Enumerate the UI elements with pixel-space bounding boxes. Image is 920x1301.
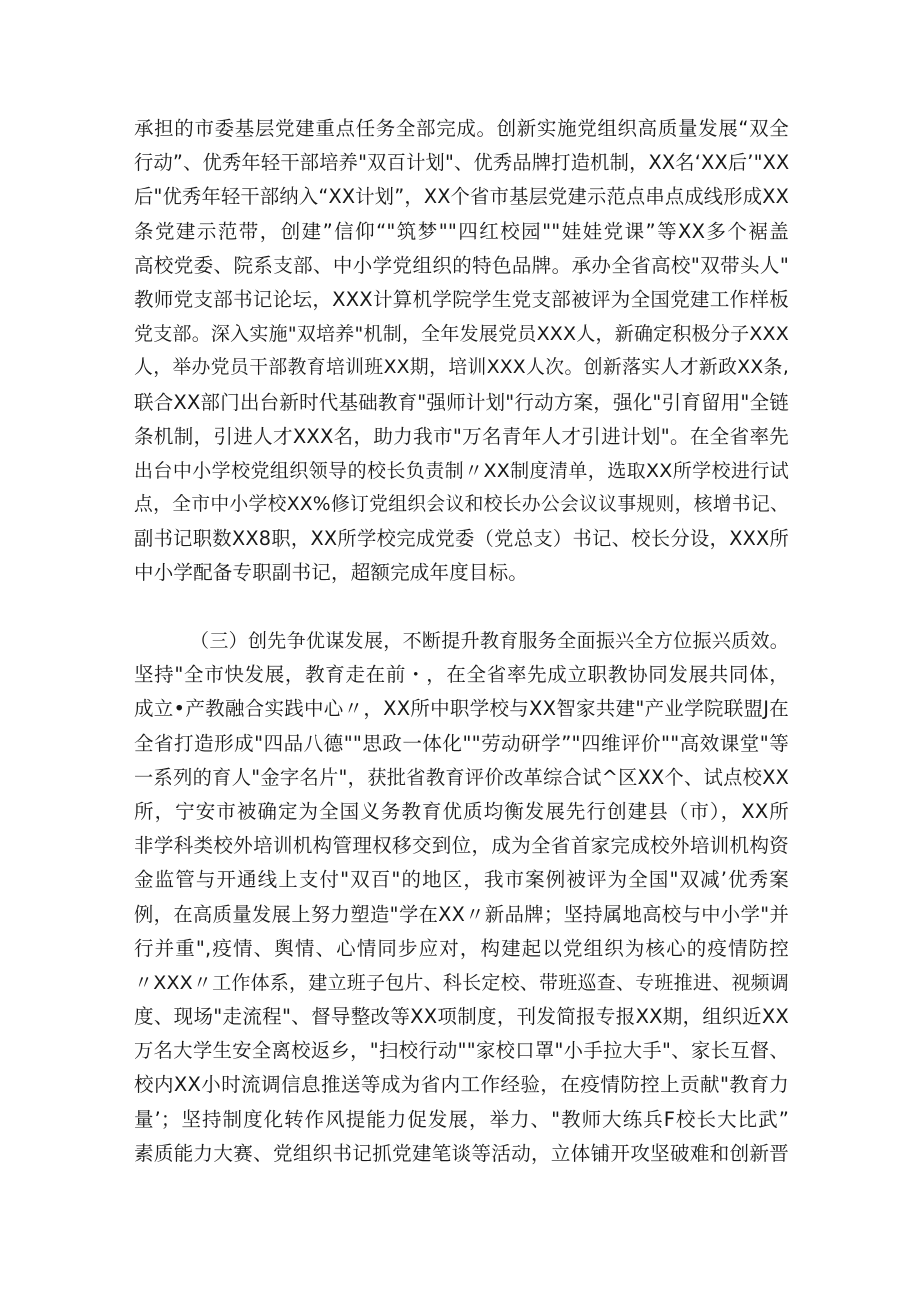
text-line: 成立•产教融合实践中心〃，XX所中职学校与XX智家共建"产业学院联盟J在 (134, 697, 789, 721)
text-line: 教师党支部书记论坛，XXX计算机学院学生党支部被评为全国党建工作样板 (134, 287, 789, 311)
text-line: 人，举办党员干部教育培训班XX期，培训XXX人次。创新落实人才新政XX条, (134, 357, 789, 379)
text-line: 承担的市委基层党建重点任务全部完成。创新实施党组织高质量发展“双全 (134, 117, 789, 140)
text-line: 非学科类校外培训机构管理权移交到位，成为全省首家完成校外培训机构资 (134, 834, 789, 858)
text-line: 素质能力大赛、党组织书记抓党建笔谈等活动，立体铺开攻坚破难和创新晋 (134, 1141, 789, 1165)
text-line: 例，在高质量发展上努力塑造"学在XX〃新品牌；坚持属地高校与中小学"并 (134, 902, 789, 926)
text-line: 金监管与开通线上支付"双百"的地区，我市案例被评为全国"双减’优秀案 (134, 868, 789, 892)
text-line: 行并重",疫情、舆情、心情同步应对，构建起以党组织为核心的疫情防控 (134, 936, 789, 960)
text-line: 副书记职数XX8职，XX所学校完成党委（党总支）书记、校长分设，XXX所 (134, 527, 789, 551)
paragraph-2 (134, 624, 789, 1171)
section-heading-line: （三）创先争优谋发展，不断提升教育服务全面振兴全方位振兴质效。 (190, 630, 789, 652)
text-line: 度、现场"走流程"、督导整改等XX项制度，刊发简报专报XX期，组织近XX (134, 1005, 789, 1029)
text-line: 条党建示范带，创建”信仰“"筑梦""四红校园""娃娃党课”等XX多个裾盖 (134, 219, 789, 243)
text-line: 党支部。深入实施"双培养"机制，全年发展党员XXX人，新确定积极分子XXX (134, 323, 789, 346)
text-line: 出台中小学校党组织领导的校长负责制〃XX制度清单，选取XX所学校进行试 (134, 459, 789, 482)
text-line: 高校党委、院系支部、中小学党组织的特色品牌。承办全省高校"双带头人" (134, 253, 789, 277)
paragraph-1 (134, 112, 789, 591)
text-line: 万名大学生安全离校返乡，"扫校行动""家校口罩"小手拉大手"、家长互督、 (134, 1039, 790, 1063)
text-line: 所，宁安市被确定为全国义务教育优质均衡发展先行创建县（市），XX所 (134, 799, 789, 823)
text-line: 联合XX部门出台新时代基础教育"强师计划"行动方案，强化"引育留用"全链 (134, 390, 789, 414)
text-line: 一系列的育人"金字名片"，获批省教育评价改革综合试^区XX个、试点校XX (134, 765, 789, 789)
text-line: 〃XXX〃工作体系，建立班子包片、科长定校、带班巡查、专班推进、视频调 (134, 971, 789, 994)
text-line: 条机制，引进人才XXX名，助力我市"万名青年人才引进计划"。在全省率先 (134, 424, 789, 448)
text-line: 坚持"全市快发展，教育走在前・，在全省率先成立职教协同发展共同体， (134, 663, 789, 687)
text-line: 量’；坚持制度化转作风提能力促发展，举力、"教师大练兵F校长大比武” (134, 1107, 789, 1131)
text-line: 点，全市中小学校XX%修订党组织会议和校长办公会议议事规则，核增书记、 (134, 494, 789, 516)
text-line: 行动”、优秀年轻干部培养"双百计划"、优秀品牌打造机制，XX名‘XX后’"XX (134, 151, 790, 175)
text-line: 全省打造形成"四品八德""思政一体化""劳动研学”"四维评价""高效课堂"等 (134, 731, 789, 755)
text-line: 中小学配备专职副书记，超额完成年度目标。 (134, 561, 529, 585)
text-line: 后"优秀年轻干部纳入“XX计划”，XX个省市基层党建示范点串点成线形成XX (134, 185, 789, 209)
text-line: 校内XX小时流调信息推送等成为省内工作经验，在疫情防控上贡献"教育力 (134, 1073, 789, 1097)
